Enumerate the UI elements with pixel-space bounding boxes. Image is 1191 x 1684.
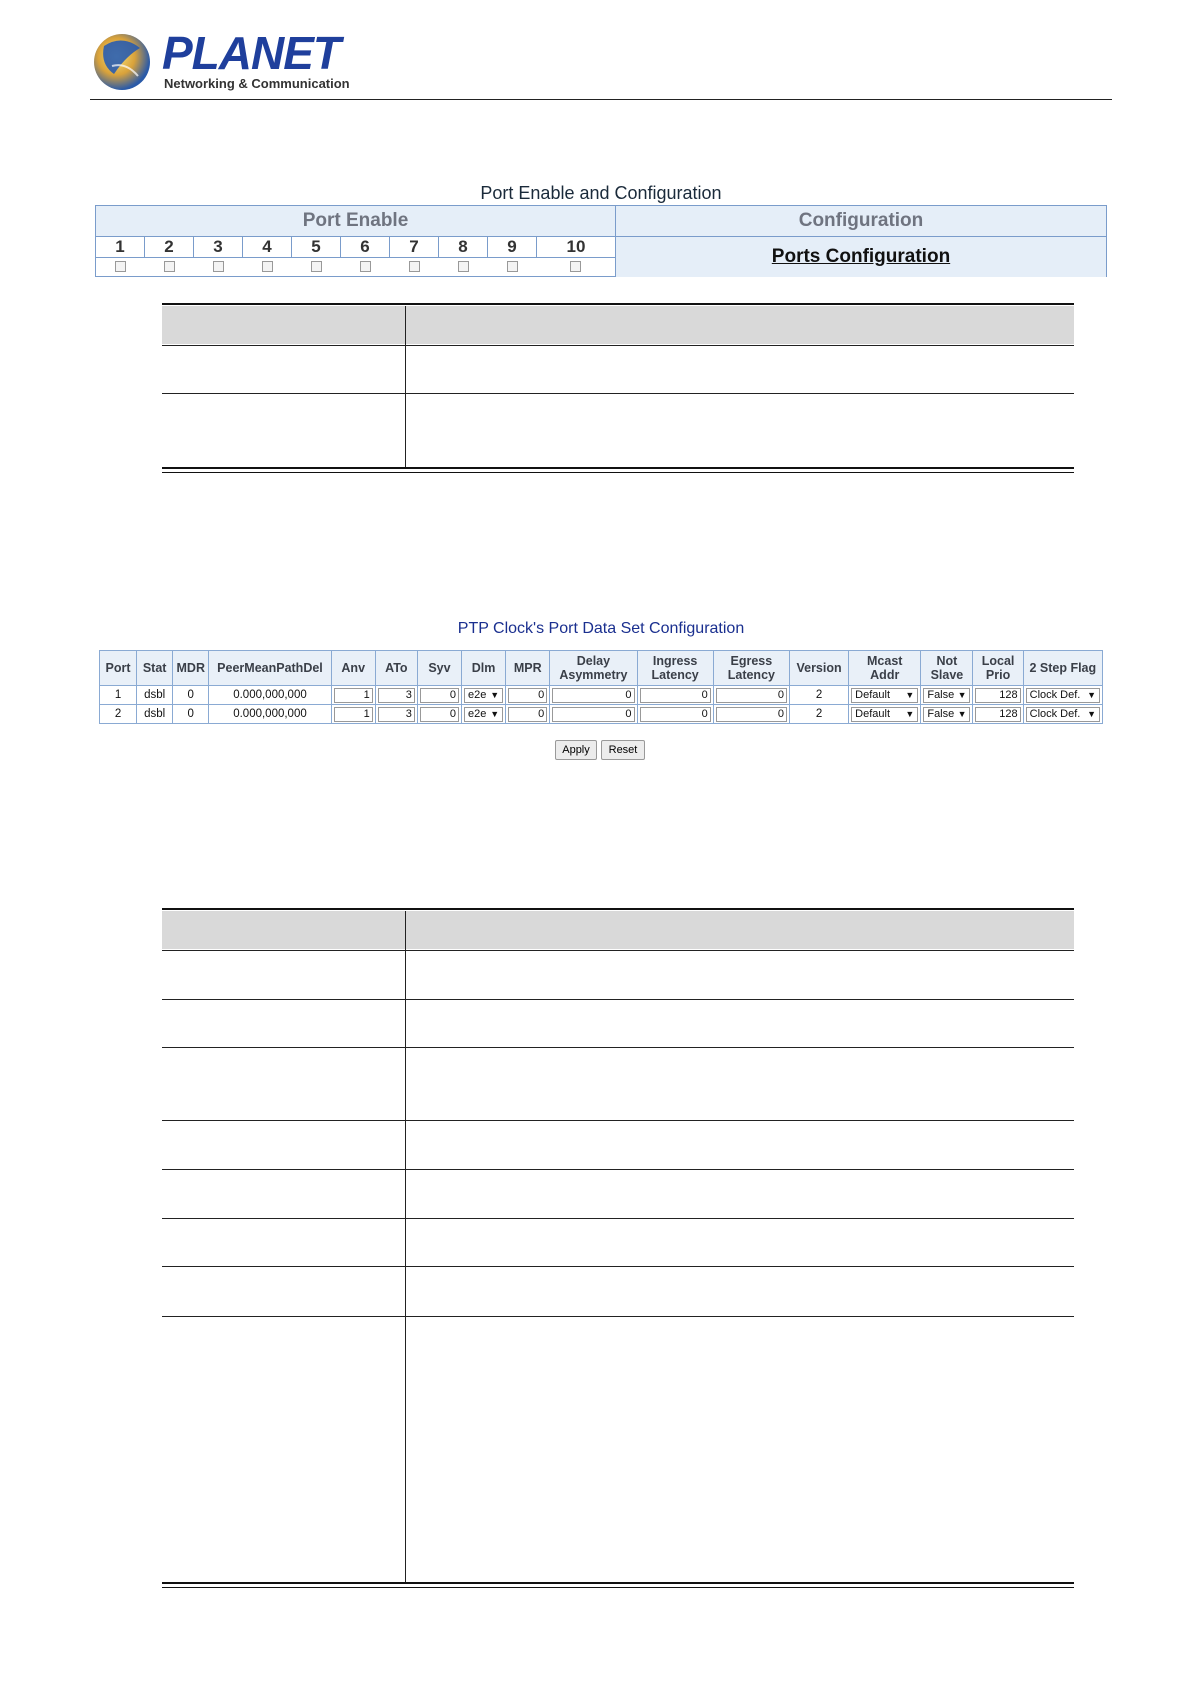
mcast-addr-cell — [849, 705, 921, 724]
mpr-input[interactable]: 0 — [508, 688, 547, 703]
planet-logo — [92, 26, 352, 98]
delay-asymmetry-input[interactable]: 0 — [552, 688, 634, 703]
column-header: Delay Asymmetry — [550, 651, 637, 686]
port-enable-label-3: 3 — [194, 237, 243, 257]
column-header: Ingress Latency — [637, 651, 713, 686]
anv-input[interactable]: 1 — [334, 707, 373, 722]
table-header — [162, 306, 1074, 344]
column-header: Port — [100, 651, 137, 686]
header-divider — [90, 99, 1112, 100]
syv-input[interactable]: 0 — [420, 688, 459, 703]
syv-cell — [417, 686, 461, 705]
dropdown-arrow-icon: ▼ — [1087, 689, 1096, 700]
column-header: Anv — [331, 651, 375, 686]
mcast-addr-value: Default — [855, 707, 890, 720]
column-header: Local Prio — [973, 651, 1023, 686]
port-enable-checkbox-5[interactable] — [311, 261, 322, 272]
port-enable-label-9: 9 — [488, 237, 537, 257]
not-slave-cell — [921, 705, 973, 724]
table-row — [100, 686, 1103, 705]
version-cell: 2 — [789, 686, 848, 705]
two-step-flag-value: Clock Def. — [1029, 688, 1081, 701]
not-slave-cell — [921, 686, 973, 705]
anv-input[interactable]: 1 — [334, 688, 373, 703]
apply-button[interactable]: Apply — [555, 740, 597, 760]
column-header: MDR — [173, 651, 209, 686]
port-enable-checkbox-10[interactable] — [570, 261, 581, 272]
mpr-cell — [506, 705, 550, 724]
ato-cell — [375, 705, 417, 724]
port-cell: 1 — [100, 686, 137, 705]
port-enable-checkbox-9[interactable] — [507, 261, 518, 272]
ports-configuration-link[interactable]: Ports Configuration — [616, 237, 1106, 277]
stat-cell: dsbl — [137, 705, 173, 724]
two-step-flag-select[interactable] — [1026, 707, 1100, 722]
mcast-addr-value: Default — [855, 688, 890, 701]
syv-cell — [417, 705, 461, 724]
dropdown-arrow-icon: ▼ — [490, 689, 500, 700]
ato-cell — [375, 686, 417, 705]
local-prio-input[interactable]: 128 — [975, 707, 1020, 722]
column-header: Egress Latency — [713, 651, 789, 686]
port-enable-checkbox-3[interactable] — [213, 261, 224, 272]
ato-input[interactable]: 3 — [378, 707, 415, 722]
peer-mean-path-del-cell: 0.000,000,000 — [209, 686, 331, 705]
port-enable-checkbox-2[interactable] — [164, 261, 175, 272]
port-cell: 2 — [100, 705, 137, 724]
column-header: 2 Step Flag — [1023, 651, 1102, 686]
dlm-select[interactable] — [464, 707, 503, 722]
configuration-header: Configuration — [616, 206, 1106, 237]
not-slave-value: False — [927, 707, 955, 720]
two-step-flag-select[interactable] — [1026, 688, 1100, 703]
port-enable-checkbox-4[interactable] — [262, 261, 273, 272]
egress-latency-cell — [713, 705, 789, 724]
brand-tagline: Networking & Communication — [164, 76, 350, 91]
dropdown-arrow-icon: ▼ — [490, 708, 500, 719]
egress-latency-input[interactable]: 0 — [716, 688, 787, 703]
mcast-addr-cell — [849, 686, 921, 705]
stat-cell: dsbl — [137, 686, 173, 705]
mdr-cell: 0 — [173, 686, 209, 705]
dlm-value: e2e — [468, 707, 487, 720]
two-step-flag-cell — [1023, 705, 1102, 724]
version-cell: 2 — [789, 705, 848, 724]
delay-asymmetry-cell — [550, 686, 637, 705]
mcast-addr-select[interactable] — [851, 688, 918, 703]
dropdown-arrow-icon: ▼ — [905, 708, 915, 719]
mpr-cell — [506, 686, 550, 705]
two-step-flag-cell — [1023, 686, 1102, 705]
dlm-cell — [462, 705, 506, 724]
port-enable-grid — [96, 237, 616, 277]
dropdown-arrow-icon: ▼ — [957, 708, 967, 719]
dlm-select[interactable] — [464, 688, 503, 703]
syv-input[interactable]: 0 — [420, 707, 459, 722]
table-header — [162, 911, 1074, 949]
port-enable-config-title: Port Enable and Configuration — [480, 183, 722, 203]
local-prio-cell — [973, 686, 1023, 705]
two-step-flag-value: Clock Def. — [1029, 707, 1081, 720]
reset-button[interactable]: Reset — [601, 740, 645, 760]
dropdown-arrow-icon: ▼ — [1087, 708, 1096, 719]
column-header: Version — [789, 651, 848, 686]
column-header: ATo — [375, 651, 417, 686]
brand-name: PLANET — [162, 27, 340, 79]
port-enable-checkbox-7[interactable] — [409, 261, 420, 272]
dlm-cell — [462, 686, 506, 705]
delay-asymmetry-input[interactable]: 0 — [552, 707, 634, 722]
port-enable-label-8: 8 — [439, 237, 488, 257]
not-slave-select[interactable] — [923, 707, 970, 722]
column-header: Stat — [137, 651, 173, 686]
port-enable-label-4: 4 — [243, 237, 292, 257]
ato-input[interactable]: 3 — [378, 688, 415, 703]
port-enable-label-6: 6 — [341, 237, 390, 257]
not-slave-select[interactable] — [923, 688, 970, 703]
ingress-latency-input[interactable]: 0 — [640, 688, 711, 703]
dlm-value: e2e — [468, 688, 487, 701]
port-enable-checkbox-6[interactable] — [360, 261, 371, 272]
egress-latency-cell — [713, 686, 789, 705]
ptp-port-config-table — [99, 650, 1103, 724]
port-enable-label-2: 2 — [145, 237, 194, 257]
port-enable-header: Port Enable — [96, 206, 616, 237]
dropdown-arrow-icon: ▼ — [905, 689, 915, 700]
port-enable-checkbox-1[interactable] — [115, 261, 126, 272]
port-enable-config-panel — [95, 205, 1107, 277]
port-enable-label-5: 5 — [292, 237, 341, 257]
not-slave-value: False — [927, 688, 955, 701]
local-prio-cell — [973, 705, 1023, 724]
column-header: MPR — [506, 651, 550, 686]
anv-cell — [331, 686, 375, 705]
ingress-latency-input[interactable]: 0 — [640, 707, 711, 722]
dropdown-arrow-icon: ▼ — [957, 689, 967, 700]
mcast-addr-select[interactable] — [851, 707, 918, 722]
port-enable-label-7: 7 — [390, 237, 439, 257]
mdr-cell: 0 — [173, 705, 209, 724]
anv-cell — [331, 705, 375, 724]
port-enable-label-1: 1 — [96, 237, 145, 257]
port-enable-label-10: 10 — [566, 237, 586, 256]
table-row — [100, 705, 1103, 724]
column-header: Mcast Addr — [849, 651, 921, 686]
peer-mean-path-del-cell: 0.000,000,000 — [209, 705, 331, 724]
column-header: Dlm — [462, 651, 506, 686]
column-header: Syv — [417, 651, 461, 686]
description-table-2 — [162, 908, 1074, 1588]
column-header: PeerMeanPathDel — [209, 651, 331, 686]
ingress-latency-cell — [637, 686, 713, 705]
description-table-1 — [162, 303, 1074, 473]
local-prio-input[interactable]: 128 — [975, 688, 1020, 703]
ingress-latency-cell — [637, 705, 713, 724]
ptp-port-config-title: PTP Clock's Port Data Set Configuration — [457, 620, 745, 637]
mpr-input[interactable]: 0 — [508, 707, 547, 722]
delay-asymmetry-cell — [550, 705, 637, 724]
port-enable-checkbox-8[interactable] — [458, 261, 469, 272]
egress-latency-input[interactable]: 0 — [716, 707, 787, 722]
column-header: Not Slave — [921, 651, 973, 686]
